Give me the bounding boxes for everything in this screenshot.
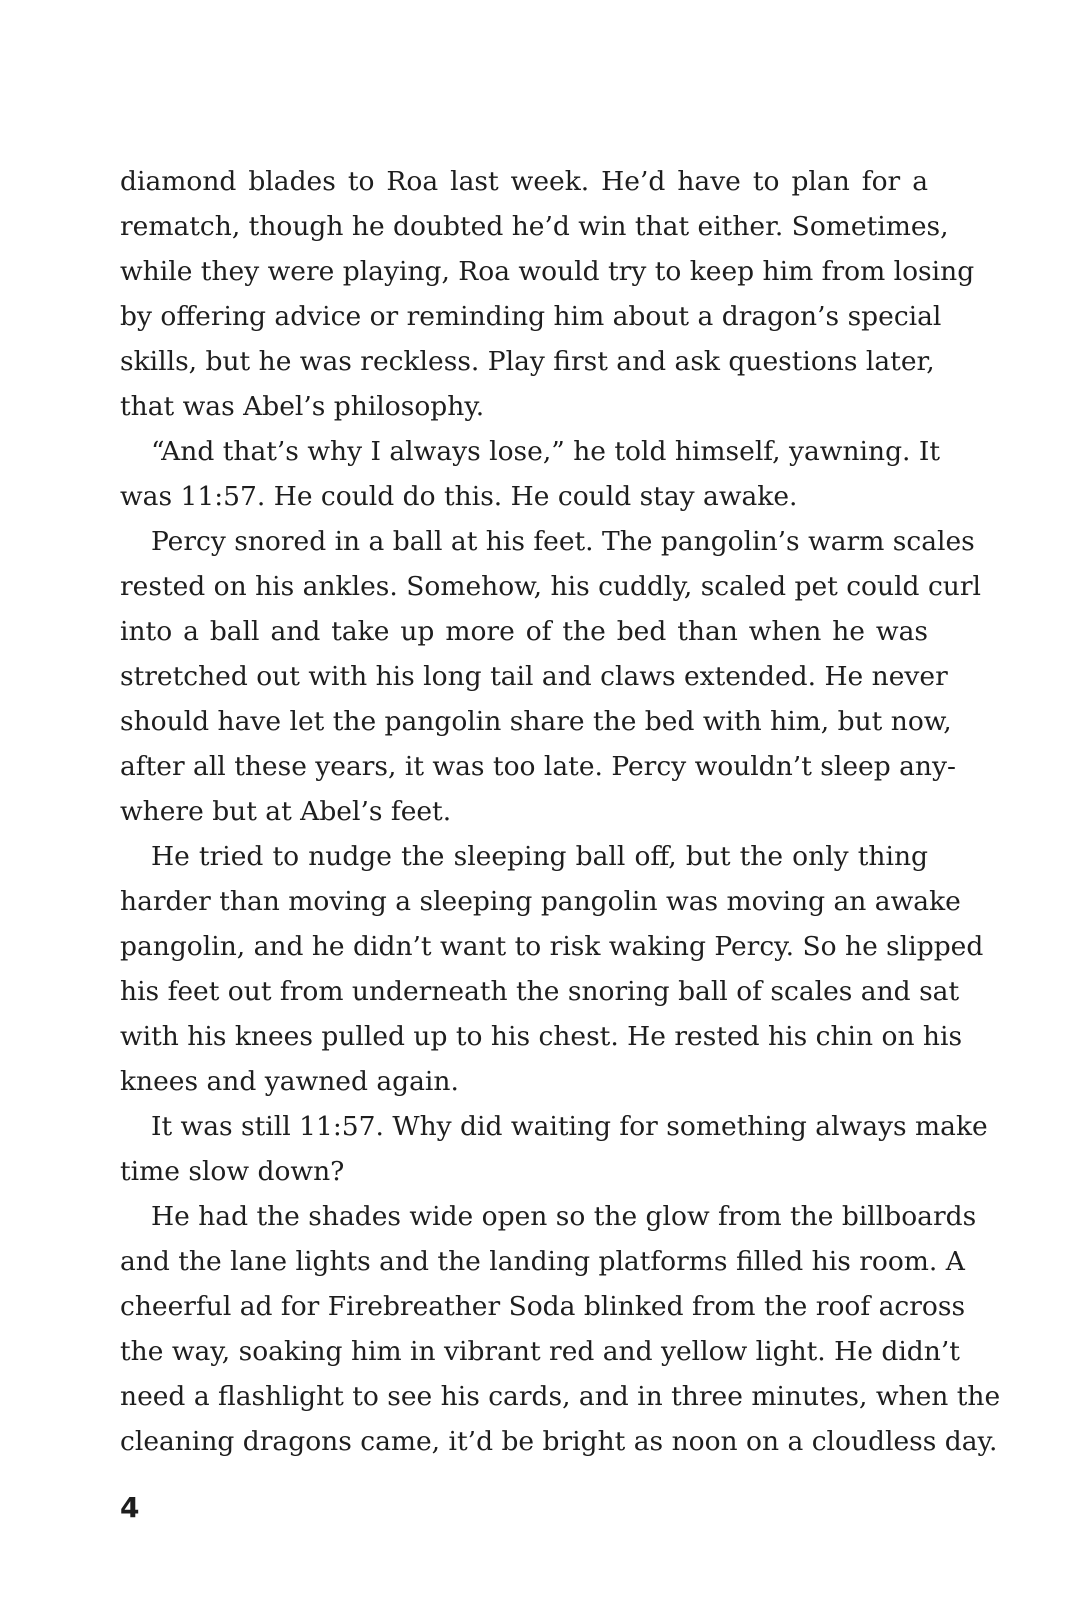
text-line: was 11:57. He could do this. He could stay awake.: [120, 481, 798, 512]
text-line: should have let the pangolin share the bed with him, but now,: [120, 706, 952, 737]
text-line: skills, but he was reckless. Play first and ask questions later,: [120, 346, 935, 377]
text-line: He had the shades wide open so the glow from the billboards: [151, 1201, 977, 1232]
text-line: cleaning dragons came, it’d be bright as noon on a cloudless day.: [120, 1426, 998, 1457]
text-line: It was still 11:57. Why did waiting for something always make: [151, 1111, 988, 1142]
text-line: harder than moving a sleeping pangolin was moving an awake: [120, 886, 961, 917]
text-line: diamond blades to Roa last week. He’d have to plan for a: [120, 166, 928, 197]
text-line: “And that’s why I always lose,” he told himself, yawning. It: [151, 436, 940, 467]
text-line: rested on his ankles. Somehow, his cuddly, scaled pet could curl: [120, 571, 981, 602]
text-line: He tried to nudge the sleeping ball off, but the only thing: [151, 841, 928, 872]
text-line: knees and yawned again.: [120, 1066, 459, 1097]
text-line: where but at Abel’s feet.: [120, 796, 452, 827]
text-line: and the lane lights and the landing platforms filled his room. A: [120, 1246, 965, 1277]
text-line: cheerful ad for Firebreather Soda blinked from the roof across: [120, 1291, 966, 1322]
text-line: Percy snored in a ball at his feet. The pangolin’s warm scales: [151, 526, 975, 557]
text-line: the way, soaking him in vibrant red and yellow light. He didn’t: [120, 1336, 960, 1367]
text-line: while they were playing, Roa would try to keep him from losing: [120, 256, 975, 287]
text-line: pangolin, and he didn’t want to risk waking Percy. So he slipped: [120, 931, 984, 962]
text-line: time slow down?: [120, 1156, 345, 1187]
text-line: after all these years, it was too late. Percy wouldn’t sleep any-: [120, 751, 956, 782]
text-line: into a ball and take up more of the bed than when he was: [120, 616, 928, 647]
text-line: that was Abel’s philosophy.: [120, 391, 485, 422]
body-text: [120, 159, 1001, 1464]
text-line: stretched out with his long tail and claws extended. He never: [120, 661, 948, 692]
text-line: with his knees pulled up to his chest. He rested his chin on his: [120, 1021, 963, 1052]
text-line: rematch, though he doubted he’d win that either. Sometimes,: [120, 211, 949, 242]
page-number: 4: [120, 1491, 140, 1524]
text-line: need a flashlight to see his cards, and in three minutes, when the: [120, 1381, 1001, 1412]
text-line: by offering advice or reminding him about a dragon’s special: [120, 301, 942, 332]
text-line: his feet out from underneath the snoring ball of scales and sat: [120, 976, 960, 1007]
